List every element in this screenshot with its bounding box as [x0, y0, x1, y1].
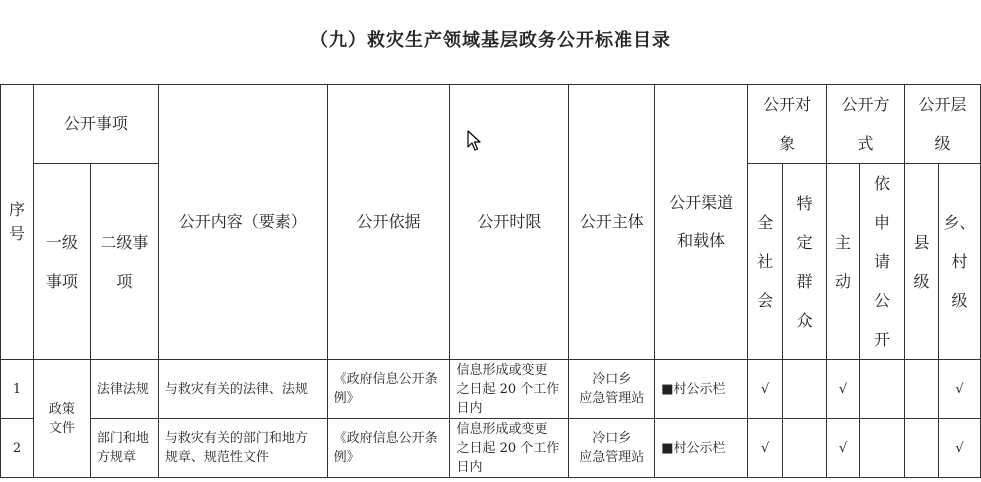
header-basis: 公开依据 — [327, 85, 450, 360]
header-method: 公开方 式 — [827, 85, 905, 164]
header-method-active: 主 动 — [827, 164, 860, 360]
row-channel: ■村公示栏 — [655, 360, 748, 419]
row-method-request — [860, 419, 905, 478]
row-channel: ■村公示栏 — [655, 419, 748, 478]
row-method-active: √ — [827, 360, 860, 419]
row-target-all: √ — [748, 360, 783, 419]
row-method-request — [860, 360, 905, 419]
row-content: 与救灾有关的部门和地方 规章、规范性文件 — [158, 419, 327, 478]
row-content: 与救灾有关的法律、法规 — [158, 360, 327, 419]
row-time-limit: 信息形成或变更 之日起 20 个工作 日内 — [450, 419, 569, 478]
mouse-cursor-icon — [467, 130, 483, 152]
row-basis: 《政府信息公开条 例》 — [327, 360, 450, 419]
row-target-specific — [783, 360, 827, 419]
header-channel: 公开渠道 和载体 — [655, 85, 748, 360]
row-basis: 《政府信息公开条 例》 — [327, 419, 450, 478]
row-seq: 1 — [1, 360, 34, 419]
header-target-all: 全 社 会 — [748, 164, 783, 360]
row-time-limit: 信息形成或变更 之日起 20 个工作 日内 — [450, 360, 569, 419]
row-level2: 部门和地 方规章 — [90, 419, 158, 478]
header-subject: 公开主体 — [569, 85, 655, 360]
row-target-all: √ — [748, 419, 783, 478]
row-level-village: √ — [938, 360, 980, 419]
row-seq: 2 — [1, 419, 34, 478]
header-content: 公开内容（要素） — [158, 85, 327, 360]
group-label: 政策 文件 — [33, 360, 90, 478]
header-level-village: 乡、 村 级 — [938, 164, 980, 360]
row-method-active: √ — [827, 419, 860, 478]
header-method-request: 依 申 请 公 开 — [860, 164, 905, 360]
row-subject: 冷口乡 应急管理站 — [569, 419, 655, 478]
header-matter: 公开事项 — [33, 85, 158, 164]
row-level-village: √ — [938, 419, 980, 478]
table-row — [1, 419, 981, 478]
row-level2: 法律法规 — [90, 360, 158, 419]
table-row — [1, 360, 981, 419]
catalog-table — [0, 84, 981, 478]
header-level1: 一级 事项 — [33, 164, 90, 360]
row-level-county — [904, 419, 938, 478]
header-level2: 二级事 项 — [90, 164, 158, 360]
row-subject: 冷口乡 应急管理站 — [569, 360, 655, 419]
header-target: 公开对 象 — [748, 85, 827, 164]
page-title: （九）救灾生产领域基层政务公开标准目录 — [310, 30, 671, 51]
header-level-county: 县 级 — [904, 164, 938, 360]
header-time-limit: 公开时限 — [450, 85, 569, 360]
header-level: 公开层 级 — [904, 85, 980, 164]
header-seq: 序 号 — [1, 85, 34, 360]
row-target-specific — [783, 419, 827, 478]
header-target-specific: 特 定 群 众 — [783, 164, 827, 360]
row-level-county — [904, 360, 938, 419]
